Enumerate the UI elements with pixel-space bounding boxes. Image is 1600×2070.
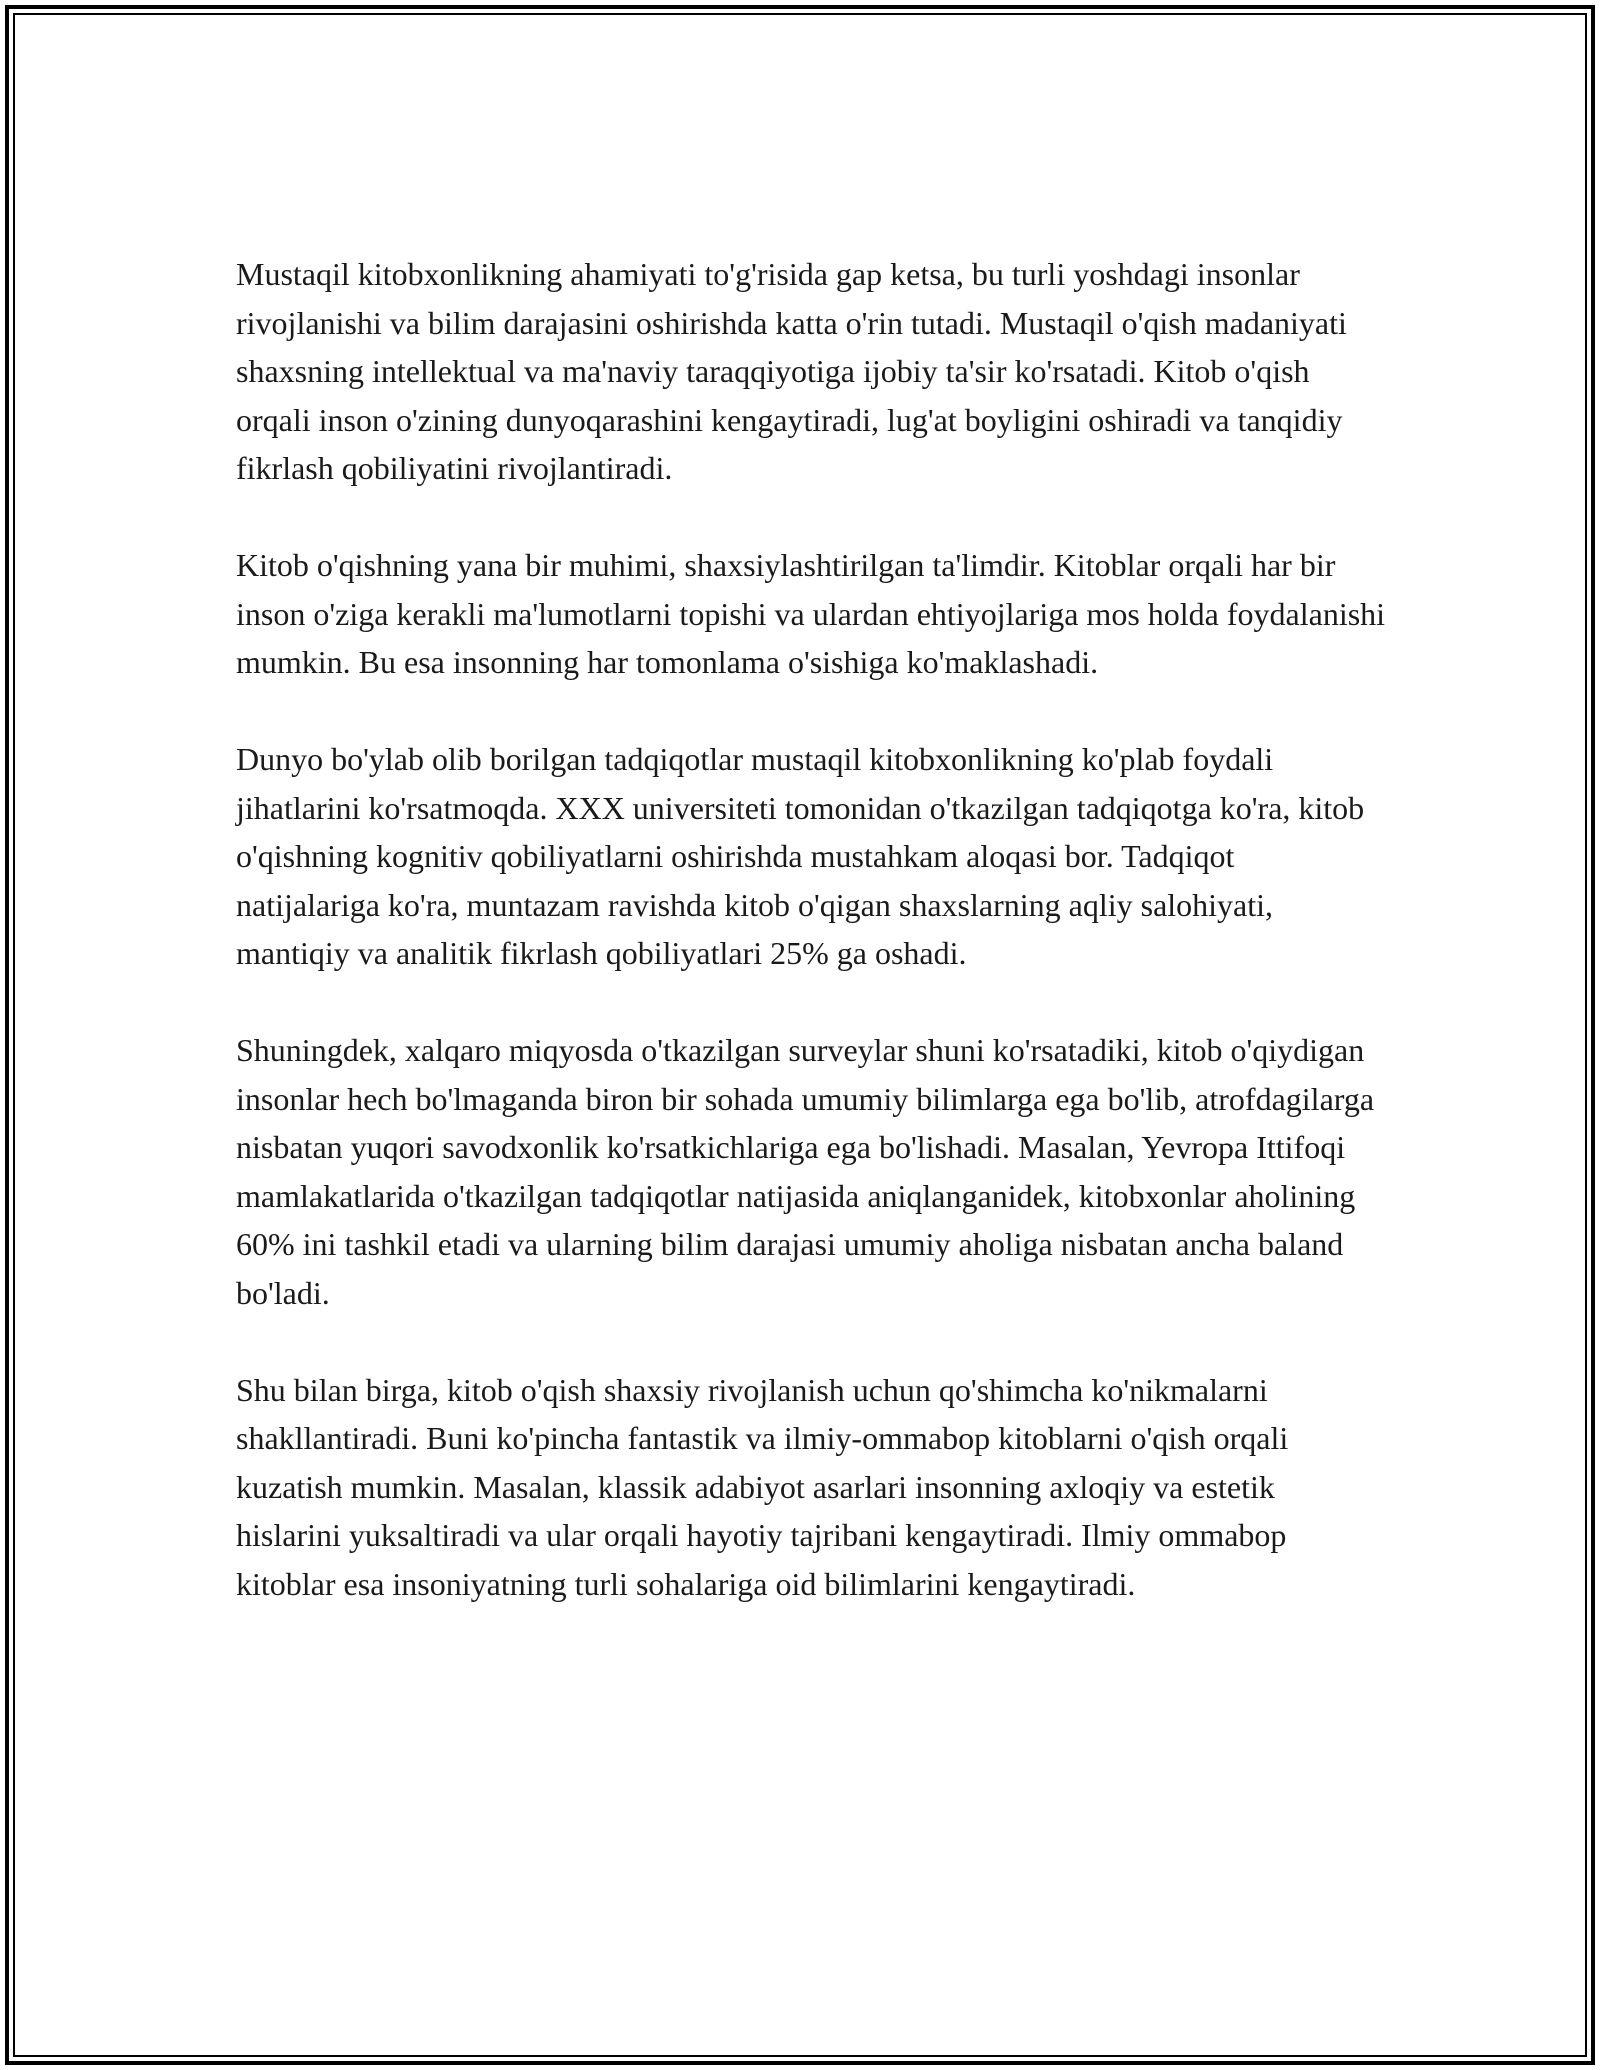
paragraph-1: Mustaqil kitobxonlikning ahamiyati to'g'risida gap ketsa, bu turli yoshdagi insonlar rivojlanishi va bilim darajasini oshirishda katta o'rin tutadi. Mustaqil o'qish madaniyati shaxsning intellektual va ma'naviy taraqqiyotiga ijobiy ta'sir ko'rsatadi. Kitob o'qish orqali inson o'zining dunyoqarashini kengaytiradi, lug'at boyligini oshiradi va tanqidiy fikrlash qobiliyatini rivojlantiradi. [236, 256, 1347, 486]
paragraph-4: Shuningdek, xalqaro miqyosda o'tkazilgan surveylar shuni ko'rsatadiki, kitob o'qiydigan insonlar hech bo'lmaganda biron bir sohada umumiy bilimlarga ega bo'lib, atrofdagilarga nisbatan yuqori savodxonlik ko'rsatkichlariga ega bo'lishadi. Masalan, Yevropa Ittifoqi mamlakatlarida o'tkazilgan tadqiqotlar natijasida aniqlanganidek, kitobxonlar aholining 60% ini tashkil etadi va ularning bilim darajasi umumiy aholiga nisbatan ancha baland bo'ladi. [236, 1032, 1375, 1311]
paragraph-3: Dunyo bo'ylab olib borilgan tadqiqotlar mustaqil kitobxonlikning ko'plab foydali jihatlarini ko'rsatmoqda. XXX universiteti tomonidan o'tkazilgan tadqiqotga ko'ra, kitob o'qishning kognitiv qobiliyatlarni oshirishda mustahkam aloqasi bor. Tadqiqot natijalariga ko'ra, muntazam ravishda kitob o'qigan shaxslarning aqliy salohiyati, mantiqiy va analitik fikrlash qobiliyatlari 25% ga oshadi. [236, 741, 1365, 971]
document-body [236, 250, 1386, 1608]
paragraph-5: Shu bilan birga, kitob o'qish shaxsiy rivojlanish uchun qo'shimcha ko'nikmalarni shakllantiradi. Buni ko'pincha fantastik va ilmiy-ommabop kitoblarni o'qish orqali kuzatish mumkin. Masalan, klassik adabiyot asarlari insonning axloqiy va estetik hislarini yuksaltiradi va ular orqali hayotiy tajribani kengaytiradi. Ilmiy ommabop kitoblar esa insoniyatning turli sohalariga oid bilimlarini kengaytiradi. [236, 1371, 1289, 1602]
paragraph-2: Kitob o'qishning yana bir muhimi, shaxsiylashtirilgan ta'limdir. Kitoblar orqali har bir inson o'ziga kerakli ma'lumotlarni topishi va ulardan ehtiyojlariga mos holda foydalanishi mumkin. Bu esa insonning har tomonlama o'sishiga ko'maklashadi. [236, 547, 1386, 680]
